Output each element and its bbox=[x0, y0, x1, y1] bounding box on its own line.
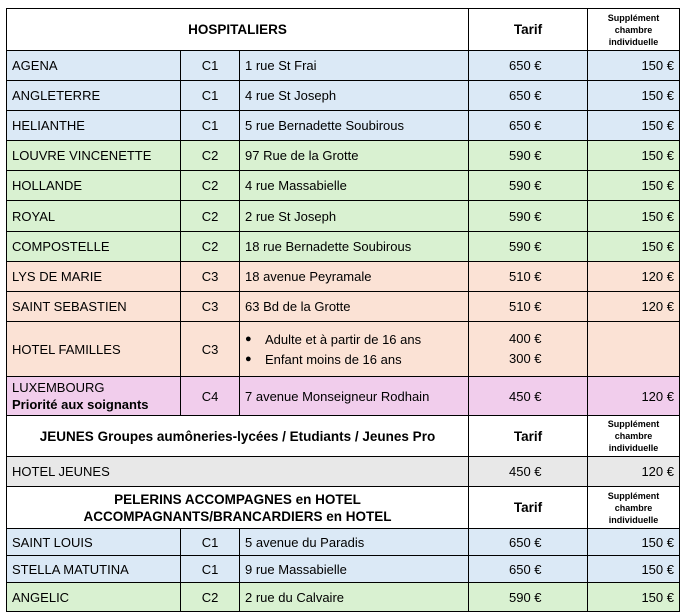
tarif-value: 650 € bbox=[469, 81, 588, 111]
supplement-value: 150 € bbox=[588, 111, 680, 141]
hotel-name: STELLA MATUTINA bbox=[7, 556, 181, 583]
tarif-value: 450 € bbox=[469, 457, 588, 487]
supplement-value: 150 € bbox=[588, 51, 680, 81]
jeunes-header-row bbox=[7, 416, 680, 457]
tarif-value: 510 € bbox=[469, 262, 588, 292]
tarif-value: 590 € bbox=[469, 141, 588, 171]
category: C4 bbox=[181, 377, 240, 416]
pelerins-title-line2: ACCOMPAGNANTS/BRANCARDIERS en HOTEL bbox=[83, 508, 392, 524]
category: C2 bbox=[181, 201, 240, 232]
table-row bbox=[7, 201, 680, 232]
supplement-value: 150 € bbox=[588, 529, 680, 556]
supplement-header: Supplément chambre individuelle bbox=[588, 487, 680, 529]
supplement-value: 150 € bbox=[588, 81, 680, 111]
address: 63 Bd de la Grotte bbox=[240, 292, 469, 322]
hotel-name: HELIANTHE bbox=[7, 111, 181, 141]
tarif-value: 650 € bbox=[469, 556, 588, 583]
hotel-note: Priorité aux soignants bbox=[12, 397, 149, 412]
category: C3 bbox=[181, 262, 240, 292]
pelerins-title bbox=[7, 487, 469, 529]
condition-label: Enfant moins de 16 ans bbox=[265, 351, 402, 367]
category: C1 bbox=[181, 556, 240, 583]
supplement-value: 150 € bbox=[588, 201, 680, 232]
tarif-value: 650 € bbox=[469, 111, 588, 141]
supplement-value: 120 € bbox=[588, 377, 680, 416]
familles-conditions bbox=[240, 322, 469, 377]
supplement-value: 150 € bbox=[588, 556, 680, 583]
category: C2 bbox=[181, 232, 240, 262]
tarif-value: 590 € bbox=[469, 232, 588, 262]
hotel-name: LOUVRE VINCENETTE bbox=[7, 141, 181, 171]
hotel-name: ANGLETERRE bbox=[7, 81, 181, 111]
table-row bbox=[7, 232, 680, 262]
category: C3 bbox=[181, 292, 240, 322]
address: 4 rue Massabielle bbox=[240, 171, 469, 201]
supplement-header: Supplément chambre individuelle bbox=[588, 9, 680, 51]
table-row-hotel-familles bbox=[7, 322, 680, 377]
hotel-name-cell bbox=[7, 377, 181, 416]
supplement-value: 150 € bbox=[588, 141, 680, 171]
table-row bbox=[7, 111, 680, 141]
table-row bbox=[7, 171, 680, 201]
tarif-value: 650 € bbox=[469, 51, 588, 81]
address: 7 avenue Monseigneur Rodhain bbox=[240, 377, 469, 416]
hotel-name: HOTEL JEUNES bbox=[7, 457, 469, 487]
supplement-value: 120 € bbox=[588, 292, 680, 322]
address: 5 rue Bernadette Soubirous bbox=[240, 111, 469, 141]
address: 2 rue St Joseph bbox=[240, 201, 469, 232]
supplement-value: 150 € bbox=[588, 583, 680, 612]
hotel-name: AGENA bbox=[7, 51, 181, 81]
table-row bbox=[7, 529, 680, 556]
hotel-name: ANGELIC bbox=[7, 583, 181, 612]
hotel-name: COMPOSTELLE bbox=[7, 232, 181, 262]
jeunes-title-rest: Groupes aumôneries-lycées / Etudiants / Jeunes Pro bbox=[93, 428, 436, 444]
tarif-value: 590 € bbox=[469, 201, 588, 232]
tarif-header: Tarif bbox=[469, 416, 588, 457]
address: 18 avenue Peyramale bbox=[240, 262, 469, 292]
table-row bbox=[7, 556, 680, 583]
table-row-hotel-jeunes bbox=[7, 457, 680, 487]
pelerins-header-row bbox=[7, 487, 680, 529]
category: C1 bbox=[181, 529, 240, 556]
supplement-value: 150 € bbox=[588, 232, 680, 262]
bullet-icon: ● bbox=[245, 333, 252, 345]
hotel-name: LYS DE MARIE bbox=[7, 262, 181, 292]
tarif-header: Tarif bbox=[469, 487, 588, 529]
hotel-name: HOTEL FAMILLES bbox=[7, 322, 181, 377]
pricing-table bbox=[6, 8, 680, 612]
jeunes-title bbox=[7, 416, 469, 457]
hospitaliers-header-row bbox=[7, 9, 680, 51]
category: C2 bbox=[181, 583, 240, 612]
tarif-value: 590 € bbox=[469, 583, 588, 612]
tarif-value: 510 € bbox=[469, 292, 588, 322]
hotel-name: SAINT LOUIS bbox=[7, 529, 181, 556]
category: C1 bbox=[181, 51, 240, 81]
hospitaliers-title: HOSPITALIERS bbox=[7, 9, 469, 51]
pelerins-title-line1: PELERINS ACCOMPAGNES en HOTEL bbox=[114, 491, 361, 507]
table-row bbox=[7, 583, 680, 612]
condition-label: Adulte et à partir de 16 ans bbox=[265, 331, 422, 347]
address: 9 rue Massabielle bbox=[240, 556, 469, 583]
tarif-value: 400 € bbox=[509, 331, 542, 346]
address: 97 Rue de la Grotte bbox=[240, 141, 469, 171]
tarif-value: 650 € bbox=[469, 529, 588, 556]
address: 4 rue St Joseph bbox=[240, 81, 469, 111]
category: C2 bbox=[181, 171, 240, 201]
bullet-icon: ● bbox=[245, 353, 252, 365]
category: C1 bbox=[181, 111, 240, 141]
address: 18 rue Bernadette Soubirous bbox=[240, 232, 469, 262]
hotel-name: SAINT SEBASTIEN bbox=[7, 292, 181, 322]
tarif-value: 300 € bbox=[509, 351, 542, 366]
supplement-value: 120 € bbox=[588, 457, 680, 487]
tarif-value: 590 € bbox=[469, 171, 588, 201]
address: 5 avenue du Paradis bbox=[240, 529, 469, 556]
hotel-name: ROYAL bbox=[7, 201, 181, 232]
address: 2 rue du Calvaire bbox=[240, 583, 469, 612]
category: C3 bbox=[181, 322, 240, 377]
jeunes-title-bold: JEUNES bbox=[39, 428, 94, 444]
category: C1 bbox=[181, 81, 240, 111]
hotel-name: LUXEMBOURG bbox=[12, 380, 105, 395]
tarif-header: Tarif bbox=[469, 9, 588, 51]
address: 1 rue St Frai bbox=[240, 51, 469, 81]
supplement-cell bbox=[588, 322, 680, 377]
table-row bbox=[7, 81, 680, 111]
table-row-luxembourg bbox=[7, 377, 680, 416]
table-row bbox=[7, 292, 680, 322]
supplement-header: Supplément chambre individuelle bbox=[588, 416, 680, 457]
hotel-name: HOLLANDE bbox=[7, 171, 181, 201]
table-row bbox=[7, 262, 680, 292]
table-row bbox=[7, 51, 680, 81]
tarif-cell bbox=[469, 322, 588, 377]
supplement-value: 120 € bbox=[588, 262, 680, 292]
tarif-value: 450 € bbox=[469, 377, 588, 416]
supplement-value: 150 € bbox=[588, 171, 680, 201]
category: C2 bbox=[181, 141, 240, 171]
table-row bbox=[7, 141, 680, 171]
